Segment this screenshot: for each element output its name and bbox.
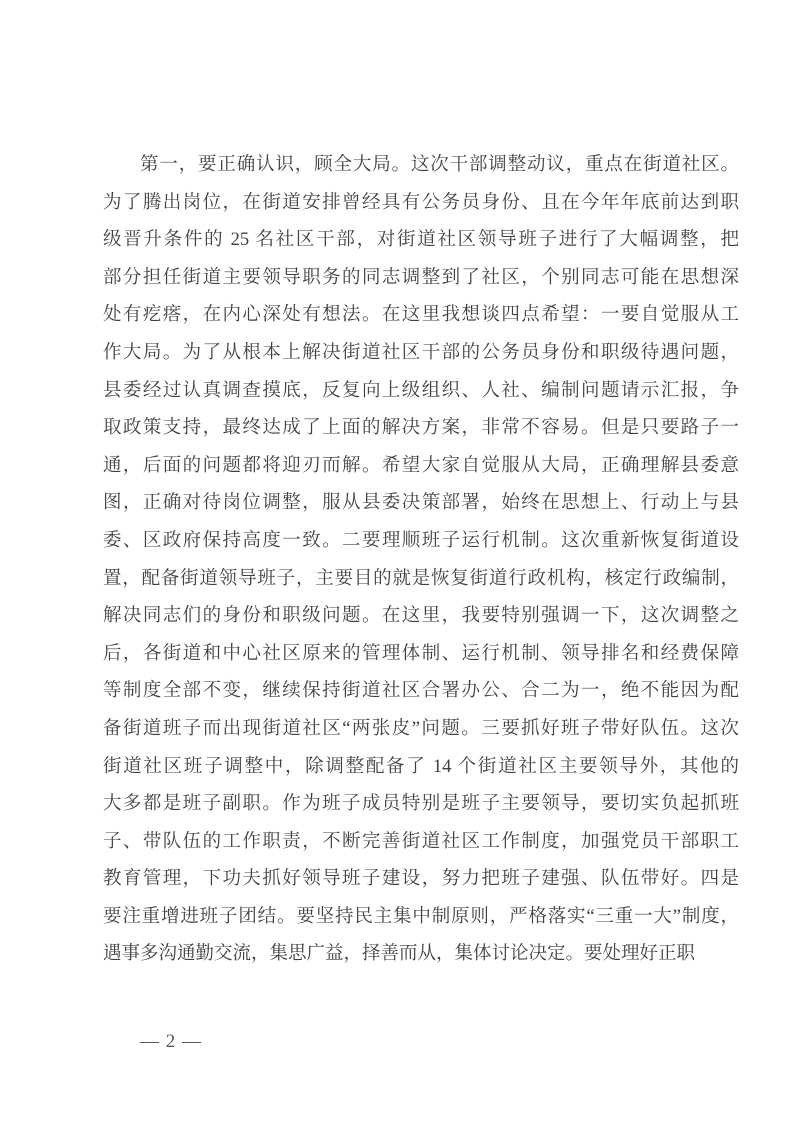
text-line: 取政策支持，最终达成了上面的解决方案，非常不容易。但是只要路子一 [103, 418, 739, 439]
text-line: 县委经过认真调查摸底，反复向上级组织、人社、编制问题请示汇报，争 [103, 380, 739, 401]
text-line: 级晋升条件的 25 名社区干部，对街道社区领导班子进行了大幅调整，把 [103, 230, 739, 251]
text-line: 委、区政府保持高度一致。二要理顺班子运行机制。这次重新恢复街道设 [103, 530, 739, 551]
text-line: 第一，要正确认识，顾全大局。这次干部调整动议，重点在街道社区。 [140, 155, 739, 175]
text-line: 为了腾出岗位，在街道安排曾经具有公务员身份、且在今年年底前达到职 [103, 192, 739, 213]
page-number: — 2 — [140, 1031, 202, 1052]
text-line: 部分担任街道主要领导职务的同志调整到了社区，个别同志可能在思想深 [103, 267, 739, 288]
text-line: 教育管理，下功夫抓好领导班子建设，努力把班子建强、队伍带好。四是 [103, 869, 739, 890]
text-line: 遇事多沟通勤交流，集思广益，择善而从，集体讨论决定。要处理好正职 [103, 944, 696, 965]
text-line: 要注重增进班子团结。要坚持民主集中制原则，严格落实“三重一大”制度， [103, 906, 739, 927]
body-text-block [103, 147, 739, 974]
text-line: 置，配备街道领导班子，主要目的就是恢复街道行政机构，核定行政编制， [103, 568, 739, 589]
text-line: 解决同志们的身份和职级问题。在这里，我要特别强调一下，这次调整之 [103, 606, 739, 627]
text-line: 街道社区班子调整中，除调整配备了 14 个街道社区主要领导外，其他的 [103, 756, 739, 777]
text-line: 图，正确对待岗位调整，服从县委决策部署，始终在思想上、行动上与县 [103, 493, 739, 514]
text-line: 子、带队伍的工作职责，不断完善街道社区工作制度，加强党员干部职工 [103, 831, 739, 852]
text-line: 大多都是班子副职。作为班子成员特别是班子主要领导，要切实负起抓班 [103, 794, 739, 815]
text-line: 后，各街道和中心社区原来的管理体制、运行机制、领导排名和经费保障 [103, 643, 739, 664]
text-line: 通，后面的问题都将迎刃而解。希望大家自觉服从大局，正确理解县委意 [103, 455, 739, 476]
text-line: 作大局。为了从根本上解决街道社区干部的公务员身份和职级待遇问题， [103, 342, 739, 363]
text-line: 处有疙瘩，在内心深处有想法。在这里我想谈四点希望：一要自觉服从工 [103, 305, 739, 326]
text-line: 备街道班子而出现街道社区“两张皮”问题。三要抓好班子带好队伍。这次 [103, 718, 739, 739]
text-line: 等制度全部不变，继续保持街道社区合署办公、合二为一，绝不能因为配 [103, 681, 739, 702]
